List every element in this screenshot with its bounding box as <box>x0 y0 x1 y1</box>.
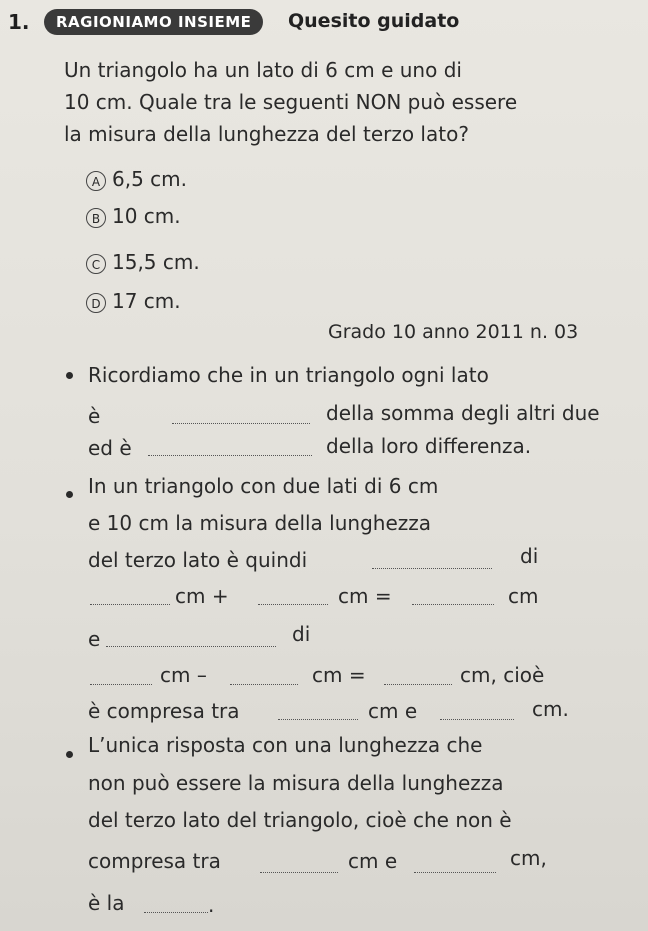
blank-field[interactable] <box>260 872 338 873</box>
text-cm-cioe: cm, cioè <box>460 663 545 687</box>
text-final-dot: . <box>208 893 215 917</box>
guide-b3-line-3: del terzo lato del triangolo, cioè che non è <box>88 808 512 832</box>
question-line-1: Un triangolo ha un lato di 6 cm e uno di <box>64 58 462 82</box>
blank-field[interactable] <box>384 684 452 685</box>
blank-field[interactable] <box>90 684 152 685</box>
option-text: 10 cm. <box>112 204 181 228</box>
guide-b2-di: di <box>520 544 539 568</box>
blank-field[interactable] <box>230 684 298 685</box>
text-compresa: è compresa tra <box>88 699 240 723</box>
guide-b2-line-1: In un triangolo con due lati di 6 cm <box>88 474 439 498</box>
blank-field[interactable] <box>414 872 496 873</box>
guide-b1-line-3: della loro differenza. <box>326 434 532 458</box>
option-letter: B <box>86 208 106 228</box>
option-letter: A <box>86 171 106 191</box>
option-b[interactable] <box>86 204 181 228</box>
text-cm-minus: cm – <box>160 663 207 687</box>
guide-b3-line-2: non può essere la misura della lunghezza <box>88 771 504 795</box>
text-cm-plus: cm + <box>175 584 229 608</box>
text-cm-dot: cm. <box>532 697 569 721</box>
blank-field[interactable] <box>258 604 328 605</box>
option-text: 17 cm. <box>112 289 181 313</box>
guide-b1-line-1: Ricordiamo che in un triangolo ogni lato <box>88 363 489 387</box>
text-cm-comma: cm, <box>510 846 547 870</box>
bullet-dot <box>66 491 73 498</box>
blank-field[interactable] <box>278 719 358 720</box>
guide-b1-line-2: della somma degli altri due <box>326 401 600 425</box>
blank-field[interactable] <box>172 423 310 424</box>
exercise-title: Quesito guidato <box>288 10 460 32</box>
option-text: 15,5 cm. <box>112 250 200 274</box>
text-compresa-tra: compresa tra <box>88 849 221 873</box>
guide-b2-line-2: e 10 cm la misura della lunghezza <box>88 511 432 535</box>
option-d[interactable] <box>86 289 181 313</box>
text-cm: cm <box>508 584 539 608</box>
text-e-la: è la <box>88 891 125 915</box>
option-a[interactable] <box>86 167 187 191</box>
blank-field[interactable] <box>106 646 276 647</box>
guide-b2-line-3: del terzo lato è quindi <box>88 548 308 572</box>
blank-field[interactable] <box>372 568 492 569</box>
bullet-dot <box>66 372 73 379</box>
text-cm-eq: cm = <box>338 584 392 608</box>
blank-field[interactable] <box>90 604 170 605</box>
blank-field[interactable] <box>412 604 494 605</box>
question-line-3: la misura della lunghezza del terzo lato? <box>64 122 469 146</box>
exercise-number: 1. <box>8 10 30 34</box>
guide-b3-line-1: L’unica risposta con una lunghezza che <box>88 733 483 757</box>
text-cm-eq-2: cm = <box>312 663 366 687</box>
blank-field[interactable] <box>440 719 514 720</box>
option-letter: C <box>86 254 106 274</box>
blank-field[interactable] <box>144 912 208 913</box>
text-cm-e: cm e <box>368 699 418 723</box>
guide-b1-ed: ed è <box>88 436 132 460</box>
text-e: e <box>88 627 101 651</box>
section-badge: RAGIONIAMO INSIEME <box>44 9 263 35</box>
text-di: di <box>292 622 311 646</box>
option-letter: D <box>86 293 106 313</box>
option-text: 6,5 cm. <box>112 167 187 191</box>
question-line-2: 10 cm. Quale tra le seguenti NON può essere <box>64 90 518 114</box>
source-reference: Grado 10 anno 2011 n. 03 <box>328 321 579 343</box>
option-c[interactable] <box>86 250 200 274</box>
text-cm-e-2: cm e <box>348 849 398 873</box>
bullet-dot <box>66 751 73 758</box>
blank-field[interactable] <box>148 455 312 456</box>
guide-b1-e: è <box>88 404 101 428</box>
